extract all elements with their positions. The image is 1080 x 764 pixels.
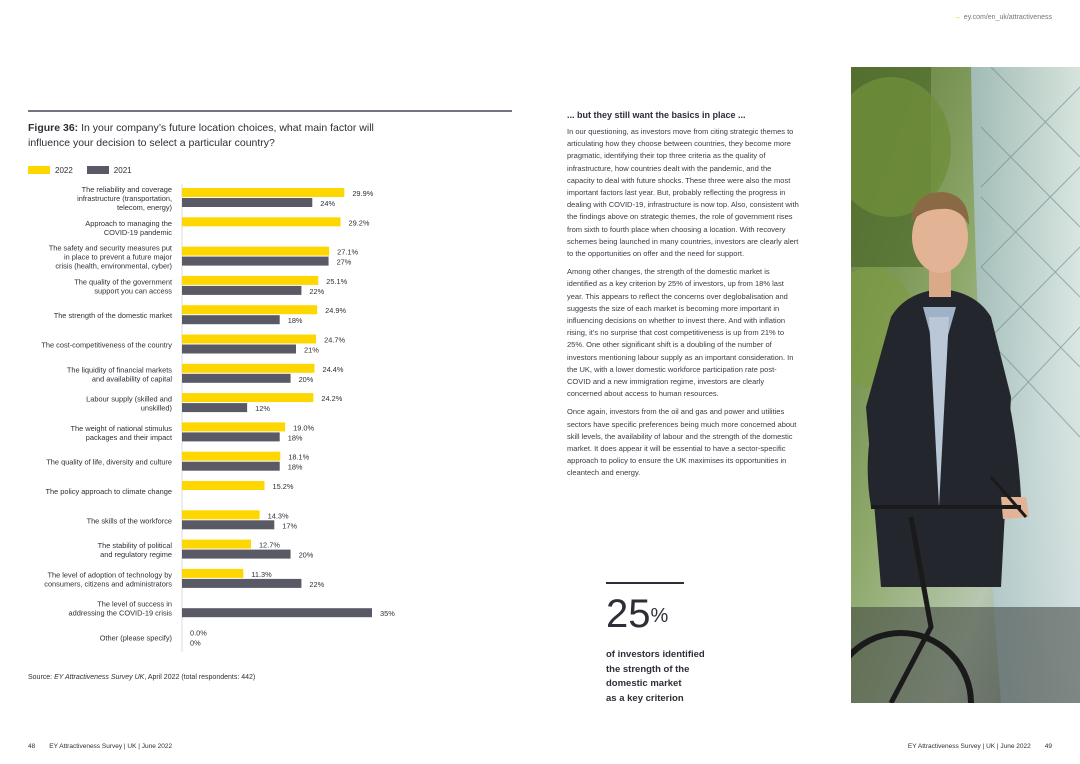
category-label-line: and availability of capital bbox=[91, 374, 172, 384]
stat-rule bbox=[606, 582, 684, 584]
bar-2021 bbox=[182, 257, 329, 266]
category-label-line: The stability of political bbox=[97, 541, 172, 551]
category-label-line: The reliability and coverage bbox=[81, 185, 172, 194]
bar-2022 bbox=[182, 393, 313, 402]
category-label-line: The weight of national stimulus bbox=[70, 423, 172, 433]
data-label-2022: 25.1% bbox=[326, 276, 348, 286]
category-label bbox=[67, 365, 173, 383]
category-label-line: The strength of the domestic market bbox=[53, 311, 172, 321]
data-label-2022: 24.7% bbox=[324, 335, 346, 345]
bar-2021 bbox=[182, 579, 301, 588]
data-label-2021: 20% bbox=[298, 374, 314, 384]
category-label-line: Labour supply (skilled and bbox=[86, 394, 172, 404]
category-label-line: The level of success in bbox=[97, 599, 172, 609]
data-label-2022: 12.7% bbox=[258, 540, 280, 550]
data-label-2022: 14.3% bbox=[267, 511, 289, 521]
category-label bbox=[74, 277, 172, 295]
bar-2022 bbox=[182, 481, 265, 490]
category-label bbox=[49, 244, 173, 271]
legend-swatch-2021 bbox=[87, 166, 109, 174]
cyclist-photo bbox=[851, 67, 1080, 703]
legend-item-2021: 2021 bbox=[87, 166, 132, 175]
bar-2022 bbox=[182, 305, 317, 314]
category-label-line: telecom, energy) bbox=[116, 203, 172, 212]
article-paragraph-2: Among other changes, the strength of the domestic market is identified as a key criterion by 25% of investors, up from 18% last year. This appears to reflect the concerns over deglobalisation and suggests the size of each market is becoming more important in influencing decisions on whether to invest there. And with inflation rising, it’s no surprise that cost competitiveness is up from 21% to 25%. One other significant shift is a doubling of the number of investors mentioning labour supply as an important consideration. In the UK, with a lower domestic workforce participation rate post-COVID and a new immigration regime, investors are clearly concerned about access to human resources. bbox=[567, 267, 794, 399]
data-label-2022: 19.0% bbox=[293, 423, 315, 433]
article-column bbox=[567, 110, 799, 486]
arrow-right-icon: → bbox=[953, 14, 961, 21]
data-label-2022: 27.1% bbox=[337, 247, 359, 257]
bar-2022 bbox=[182, 569, 243, 578]
data-label-2021: 18% bbox=[287, 433, 303, 443]
category-label-line: packages and their impact bbox=[85, 432, 172, 442]
website-link[interactable]: → ey.com/en_uk/attractiveness bbox=[953, 14, 1052, 21]
data-label-2021: 24% bbox=[320, 199, 336, 208]
category-label-line: addressing the COVID-19 crisis bbox=[68, 608, 172, 618]
data-label-2021: 22% bbox=[309, 286, 325, 296]
bar-2022 bbox=[182, 247, 329, 256]
bar-2022 bbox=[182, 364, 314, 373]
photo-illustration bbox=[851, 67, 1080, 703]
data-label-2022: 18.1% bbox=[288, 452, 310, 462]
data-label-2021: 20% bbox=[298, 550, 314, 560]
bar-2021 bbox=[182, 403, 247, 412]
category-label-line: support you can access bbox=[94, 286, 172, 296]
category-label bbox=[41, 341, 172, 350]
figure-title bbox=[28, 121, 388, 151]
category-label bbox=[68, 600, 172, 618]
data-label-2022: 15.2% bbox=[272, 482, 294, 491]
article-paragraph-3: Once again, investors from the oil and gas and power and utilities sectors have specific preferences being much more concerned about skill levels, the availability of labour and the strength of the domestic market. It does appear it will be essential to have a sector-specific approach to policy to ensure the UK maximises its opportunities in cleantech and energy. bbox=[567, 407, 797, 478]
category-label-line: and regulatory regime bbox=[100, 550, 172, 560]
category-label-line: crisis (health, environmental, cyber) bbox=[55, 261, 172, 271]
bar-2021 bbox=[182, 198, 312, 207]
category-label bbox=[85, 219, 172, 237]
data-label-2022: 29.2% bbox=[348, 218, 370, 228]
bar-2021 bbox=[182, 315, 280, 324]
category-label bbox=[46, 458, 172, 467]
data-label-2021: 17% bbox=[282, 521, 298, 531]
stat-description: of investors identified the strength of the domestic market as a key criterion bbox=[606, 649, 705, 704]
category-label-line: consumers, citizens and administrators bbox=[44, 579, 172, 589]
bar-2021 bbox=[182, 462, 280, 471]
data-label-2021: 12% bbox=[255, 404, 270, 414]
category-label bbox=[44, 570, 172, 588]
category-label bbox=[98, 541, 173, 559]
bar-2021 bbox=[182, 286, 301, 295]
bar-2022 bbox=[182, 540, 251, 549]
data-label-2021: 21% bbox=[304, 345, 319, 355]
bar-2022 bbox=[182, 510, 260, 519]
category-label-line: unskilled) bbox=[140, 403, 172, 413]
category-label-line: Approach to managing the bbox=[85, 218, 172, 228]
category-label-line: The liquidity of financial markets bbox=[66, 365, 172, 375]
category-label-line: The level of adoption of technology by bbox=[47, 570, 172, 580]
data-label-2022: 11.3% bbox=[251, 569, 272, 579]
data-label-2021: 22% bbox=[309, 579, 325, 589]
bar-2021 bbox=[182, 432, 280, 441]
category-label bbox=[100, 634, 172, 643]
legend-swatch-2022 bbox=[28, 166, 50, 174]
bar-2022 bbox=[182, 422, 285, 431]
article-heading: ... but they still want the basics in place ... bbox=[567, 110, 746, 120]
bar-2022 bbox=[182, 276, 318, 285]
category-label-line: The quality of the government bbox=[74, 277, 172, 287]
article-paragraph-1: In our questioning, as investors move from citing strategic themes to articulating how they choose between countries, they become more pragmatic, identifying their top three criteria as the quality of infrastructure, how countries dealt with the pandemic, and the capacity to deal with future shocks. These three were also the most important factors last year. But, probably reflecting the progress in dealing with COVID-19, infrastructure is now top. Also, consistent with the findings above on strategic themes, the role of government rises from sixth to fourth place when choosing a location. With recovery schemes being launched in many countries, investors are clearly alert to the opportunities on offer and the need for support. bbox=[567, 127, 799, 259]
data-label-2022: 24.2% bbox=[321, 394, 343, 404]
page-number-left: 48 bbox=[28, 743, 36, 750]
figure-label: Figure 36: bbox=[28, 122, 79, 134]
figure-question: In your company’s future location choices, what main factor will influence your decision to select a particular country? bbox=[28, 122, 374, 149]
footer-left: 48 EY Attractiveness Survey | UK | June 2022 bbox=[28, 743, 173, 750]
category-label-line: COVID-19 pandemic bbox=[103, 227, 172, 237]
category-label-line: The quality of life, diversity and culture bbox=[46, 457, 172, 467]
page-number-right: 49 bbox=[1044, 743, 1052, 750]
figure-top-rule bbox=[28, 110, 512, 112]
data-label-2021: 18% bbox=[287, 462, 303, 472]
bar-chart bbox=[0, 180, 520, 660]
category-label-line: The policy approach to climate change bbox=[45, 487, 172, 496]
footer-right: EY Attractiveness Survey | UK | June 2022 49 bbox=[907, 743, 1052, 750]
category-label bbox=[71, 424, 173, 442]
data-label-2021: 35% bbox=[380, 609, 395, 619]
figure-source: Source: EY Attractiveness Survey UK, April 2022 (total respondents: 442) bbox=[28, 674, 256, 681]
category-label-line: The safety and security measures put bbox=[48, 243, 172, 253]
key-stat bbox=[606, 582, 746, 706]
data-label-2022: 24.9% bbox=[325, 306, 347, 316]
legend-item-2022: 2022 bbox=[28, 166, 73, 175]
data-label-2021: 18% bbox=[287, 316, 303, 326]
category-label-line: in place to prevent a future major bbox=[63, 252, 172, 262]
category-label bbox=[86, 395, 172, 413]
data-label-2022: 24.4% bbox=[322, 364, 344, 374]
data-label-2022: 0.0% bbox=[190, 628, 207, 638]
data-label-2021: 0% bbox=[190, 638, 201, 648]
category-label bbox=[77, 185, 172, 212]
category-label bbox=[45, 487, 172, 496]
data-label-2021: 27% bbox=[336, 257, 352, 267]
bar-2022 bbox=[182, 335, 316, 344]
bar-2021 bbox=[182, 520, 274, 529]
bar-2021 bbox=[182, 608, 372, 617]
bar-2022 bbox=[182, 452, 280, 461]
data-label-2022: 29.9% bbox=[352, 189, 374, 198]
category-label bbox=[54, 311, 172, 320]
stat-number: 25% bbox=[606, 592, 669, 636]
bar-2022 bbox=[182, 217, 341, 226]
bar-2022 bbox=[182, 188, 344, 197]
bar-2021 bbox=[182, 550, 291, 559]
chart-legend bbox=[28, 165, 146, 175]
category-label-line: The cost-competitiveness of the country bbox=[41, 340, 172, 350]
category-label-line: Other (please specify) bbox=[99, 633, 172, 643]
category-label-line: infrastructure (transportation, bbox=[77, 194, 172, 203]
category-label bbox=[87, 516, 172, 525]
bar-2021 bbox=[182, 374, 291, 383]
category-label-line: The skills of the workforce bbox=[86, 516, 172, 526]
bar-2021 bbox=[182, 345, 296, 354]
